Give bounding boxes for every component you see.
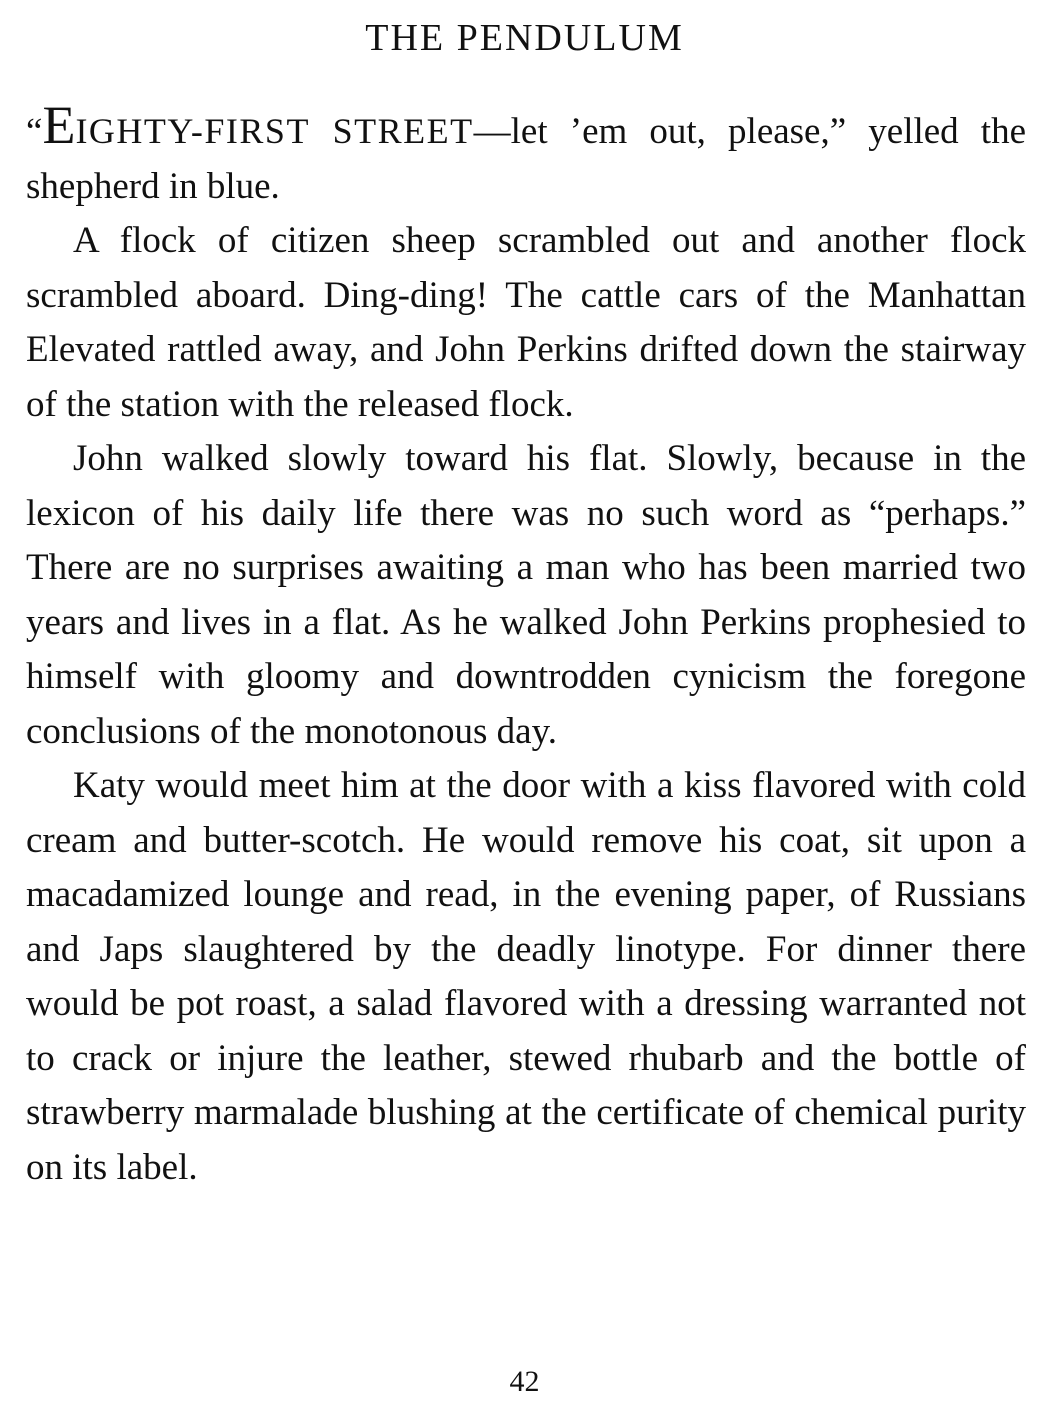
paragraph-2: A flock of citizen sheep scrambled out and another flock scrambled aboard. Ding-ding! The cattle cars of the Manhattan Elevated rattled away, and John Perkins drifted down the stairway of the station with the released flock. [26, 220, 1026, 425]
page-number: 42 [509, 1365, 540, 1398]
paragraph-1 [26, 95, 1026, 214]
opening-quote: “ [26, 111, 43, 152]
paragraph-1-text: —let ’em out, please,” yelled the shepherd in blue. [26, 111, 1026, 207]
paragraph-4: Katy would meet him at the door with a kiss flavored with cold cream and butter-scotch. He would remove his coat, sit upon a macadamized lounge and read, in the evening paper, of Russians and Japs slaughtered by the deadly linotype. For dinner there would be pot roast, a salad flavored with a dressing warranted not to crack or injure the leather, stewed rhubarb and the bottle of strawberry marmalade blushing at the certificate of chemical purity on its label. [26, 765, 1026, 1188]
drop-cap: E [42, 95, 76, 155]
running-head: THE PENDULUM [365, 17, 684, 59]
body-text [26, 95, 1026, 1195]
opening-small-caps: IGHTY-FIRST STREET [75, 111, 474, 151]
paragraph-3: John walked slowly toward his flat. Slowly, because in the lexicon of his daily life there was no such word as “perhaps.” There are no surprises awaiting a man who has been married two years and lives in a flat. As he walked John Perkins prophesied to himself with gloomy and downtrodden cynicism the foregone conclusions of the monotonous day. [26, 438, 1026, 752]
